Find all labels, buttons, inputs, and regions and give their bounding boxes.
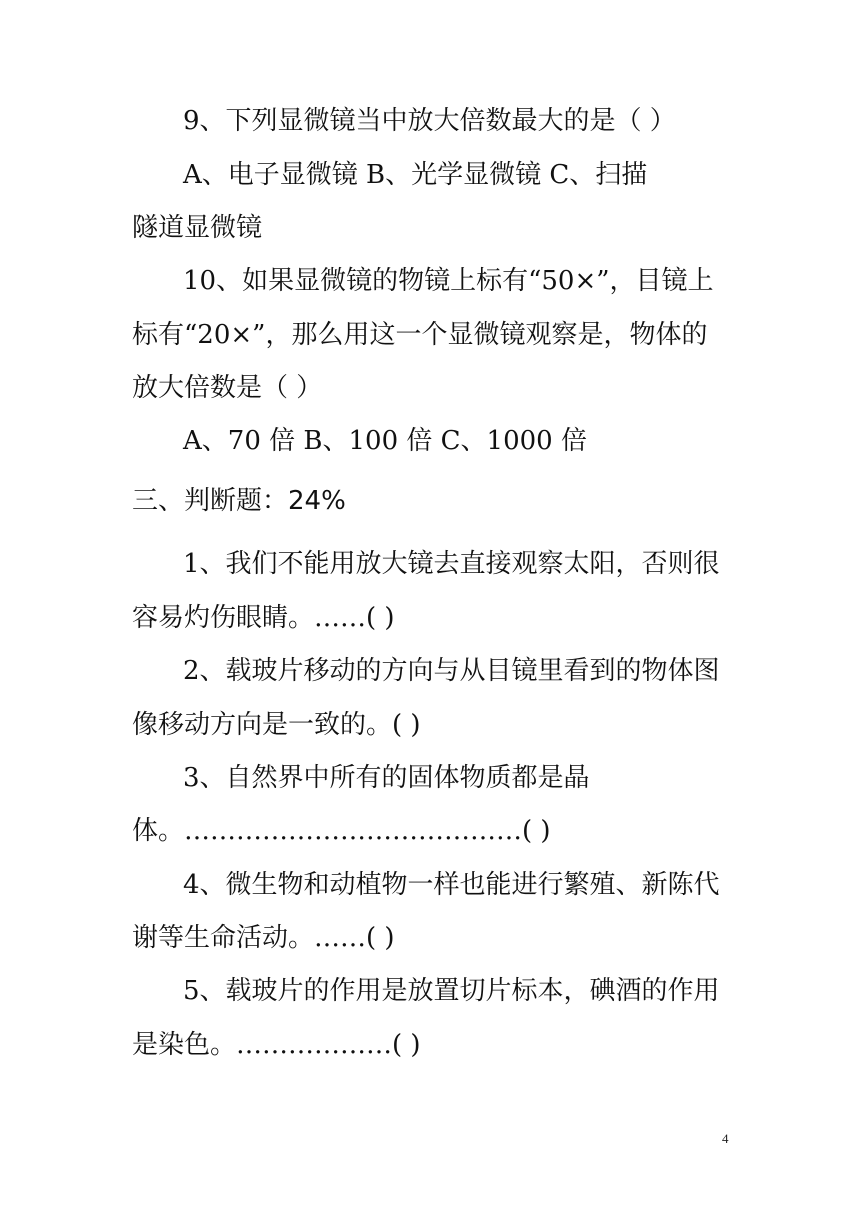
q10-options: A、70 倍 B、100 倍 C、1000 倍 <box>183 426 587 456</box>
section-heading: 三、判断题：24% <box>132 486 346 516</box>
judgment-1-line2: 容易灼伤眼睛。……( ) <box>132 603 395 633</box>
q9-options-line1: A、电子显微镜 B、光学显微镜 C、扫描 <box>183 160 648 190</box>
q9-stem: 9、下列显微镜当中放大倍数最大的是（ ） <box>183 106 676 136</box>
q10-line3: 放大倍数是（ ） <box>132 373 323 403</box>
judgment-3-line1: 3、自然界中所有的固体物质都是晶 <box>183 763 590 793</box>
judgment-5-line2: 是染色。………………( ) <box>132 1030 421 1060</box>
judgment-5-line1: 5、载玻片的作用是放置切片标本，碘酒的作用 <box>183 976 720 1006</box>
q10-line1: 10、如果显微镜的物镜上标有“50×”，目镜上 <box>183 266 714 296</box>
judgment-4-line1: 4、微生物和动植物一样也能进行繁殖、新陈代 <box>183 870 720 900</box>
judgment-2-line2: 像移动方向是一致的。( ) <box>132 710 421 740</box>
judgment-3-line2: 体。…………………………………( ) <box>132 816 551 846</box>
page-number: 4 <box>722 1131 729 1146</box>
judgment-4-line2: 谢等生命活动。……( ) <box>132 923 395 953</box>
judgment-1-line1: 1、我们不能用放大镜去直接观察太阳，否则很 <box>183 549 720 579</box>
judgment-2-line1: 2、载玻片移动的方向与从目镜里看到的物体图 <box>183 656 720 686</box>
q10-line2: 标有“20×”，那么用这一个显微镜观察是，物体的 <box>132 320 708 350</box>
q9-options-line2: 隧道显微镜 <box>132 213 263 243</box>
